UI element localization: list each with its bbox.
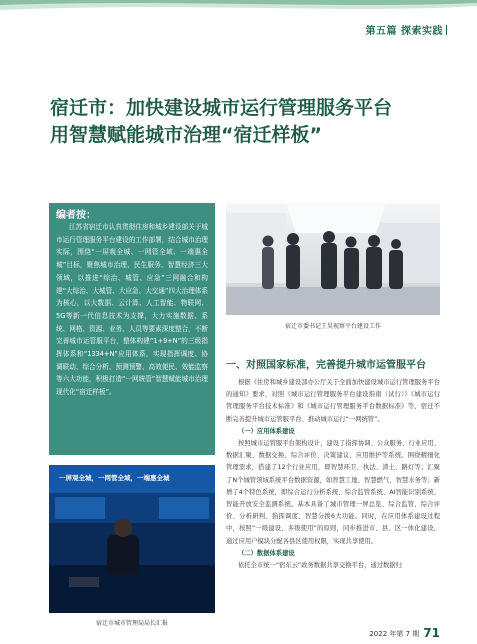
- section-1-intro: 根据《住房和城乡建设部办公厅关于全面加快建设城市运行管理服务平台的通知》要求，对照《城市运行管理服务平台建设指南（试行）》《城市运行管理服务平台技术标准》和《城市运行管理服务平台数据标准》等，宿迁不断完善提升城市运管服平台、推动城市运行“一网统管”。: [226, 379, 440, 423]
- subsection-1-text: 按照城市运管服平台架构设计，建设了指挥协调、公众服务、行业应用、数据汇聚、数据交换、综合评价、决策建议、应用维护等系统。围绕精细化管理需求，搭建了12个行业应用，即智慧环卫、执法、渣土、路灯等；汇聚了N个城管领域系统平台数据资源，如智慧工地、智慧燃气、智慧水务等；新增了4个特色系统，即综合运行分析系统、综合监管系统、AI智能识别系统、智能开放安全监测系统。基本具备了城市管理一屏总览、综合监管、综合评价、分析研判、指挥调度、智慧分拨6大功能。同时，在应用体系建设过程中，按照“一级建设、多级使用”的原则，同步推进市、县、区一体化建设，通过应用户模块分配各县区使用权限，实现共享使用。: [226, 440, 440, 545]
- editor-note-heading: 编者按：: [56, 210, 96, 221]
- briefing-photo-caption: 宿迁市城市管理局局长汇报: [95, 620, 168, 627]
- briefing-photo: [49, 465, 215, 613]
- editor-note-box: [49, 203, 215, 455]
- section-1-body: [226, 377, 440, 572]
- page-number: 71: [423, 626, 440, 640]
- article-title: [50, 95, 450, 149]
- section-tag: 第五篇 探索实践: [366, 22, 447, 37]
- inspection-photo: [226, 203, 440, 315]
- editor-note-text: 江苏省宿迁市认真贯彻住房和城乡建设部关于城市运行管理服务平台建设的工作部署，结合城市治理实际，围绕“一屏观全城、一网管全域、一端惠全城”目标，聚焦城市治理、民生服务、智慧经济三大领域，以推进“综治、城管、应急”三网融合和构建“大综治、大城管、大应急、大交通”四大治理体系为核心，以大数据、云计算、人工智能、物联网、5G等新一代信息技术为支撑，大力实施数据、系统、网格、资源、业务、人员等要素深度整合，不断完善城市运管服平台，整体构建“1+9+N”的三级指挥体系和“1334+N”应用体系，实现指挥调度、协调联动、综合分析、预测预警、高效便民、效能监察等六大功能，积极打造“一网统管”智慧赋能城市治理现代化“宿迁样板”。: [56, 223, 208, 397]
- issue-label: 2022 年第 7 期: [369, 630, 420, 638]
- page-footer: [369, 626, 440, 640]
- section-1-heading: 一、对照国家标准，完善提升城市运管服平台: [226, 360, 426, 371]
- title-line-2: 用智慧赋能城市治理“宿迁样板”: [50, 124, 322, 146]
- subsection-1-heading: （一）应用体系建设: [238, 427, 295, 435]
- title-line-1: 宿迁市：加快建设城市运行管理服务平台: [50, 97, 393, 119]
- inspection-photo-caption: 宿迁市委书记王昊视察平台建设工作: [284, 323, 381, 330]
- briefing-screen-banner: 一屏观全城，一网管全域，一端惠全城: [59, 474, 170, 482]
- subsection-2-heading: （二）数据体系建设: [238, 549, 295, 557]
- subsection-2-text: 依托全市统一“宿东云”政务数据共享交换平台，通过数据归: [238, 562, 402, 570]
